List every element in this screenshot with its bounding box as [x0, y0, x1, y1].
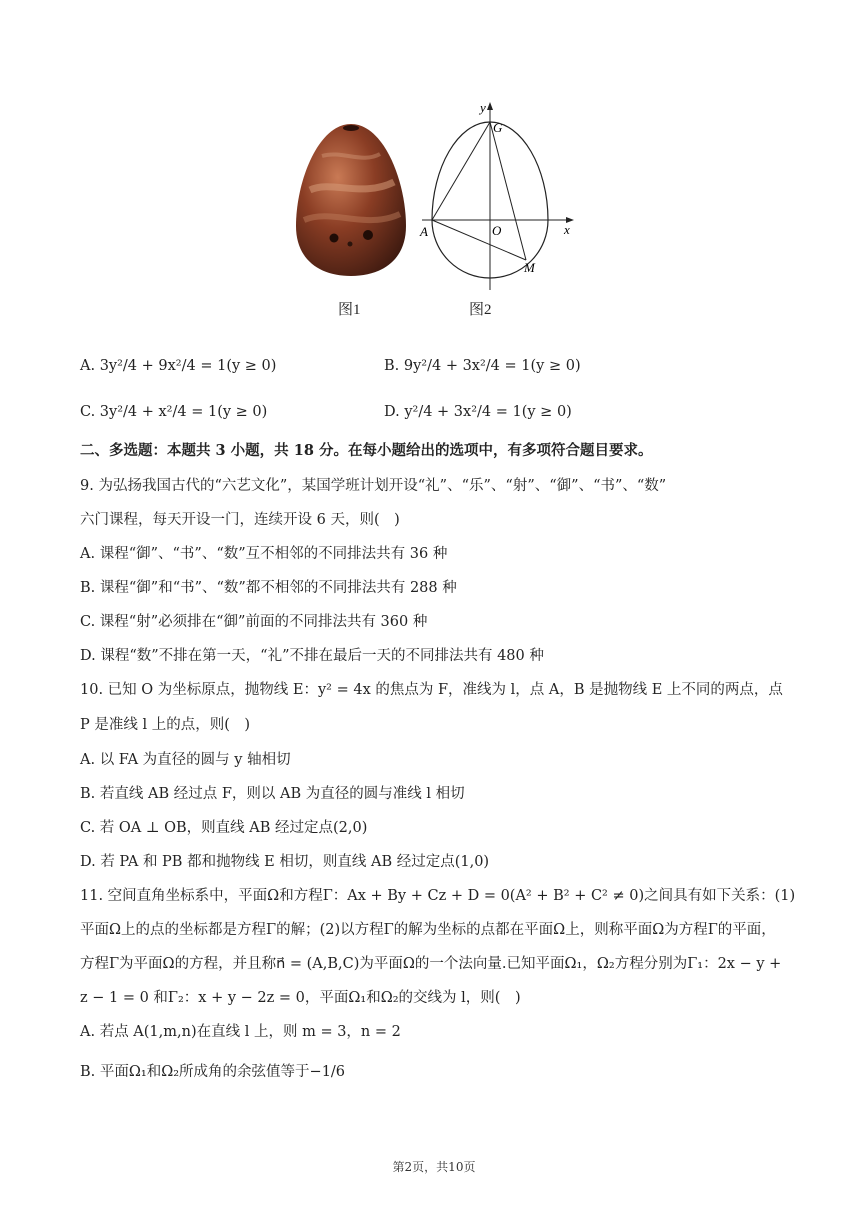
q11-option-a: A. 若点 A(1,m,n)在直线 l 上，则 m = 3，n = 2 [80, 1024, 401, 1040]
q8-option-d: D. y²/4 + 3x²/4 = 1(y ≥ 0) [384, 404, 572, 420]
q11-stem-line4: z − 1 = 0 和Γ₂：x + y − 2z = 0，平面Ω₁和Ω₂的交线为 l，则( ) [80, 990, 521, 1006]
figure2-caption: 图2 [469, 302, 492, 318]
q10-option-b: B. 若直线 AB 经过点 F，则以 AB 为直径的圆与准线 l 相切 [80, 786, 465, 802]
q9-option-d: D. 课程“数”不排在第一天，“礼”不排在最后一天的不同排法共有 480 种 [80, 648, 544, 664]
q9-option-c: C. 课程“射”必须排在“御”前面的不同排法共有 360 种 [80, 614, 428, 630]
q8-options-row1 [80, 358, 800, 382]
q9-option-a: A. 课程“御”、“书”、“数”互不相邻的不同排法共有 36 种 [80, 546, 448, 562]
q11-option-b: B. 平面Ω₁和Ω₂所成角的余弦值等于−1/6 [80, 1064, 346, 1080]
q10-option-c: C. 若 OA ⊥ OB，则直线 AB 经过定点(2,0) [80, 820, 368, 836]
ocarina-illustration [292, 120, 410, 280]
q11-stem-line1: 11. 空间直角坐标系中，平面Ω和方程Γ：Ax + By + Cz + D = 0(A² + B² + C² ≠ 0)之间具有如下关系：(1) [80, 888, 796, 904]
q8-option-c: C. 3y²/4 + x²/4 = 1(y ≥ 0) [80, 404, 268, 420]
q10-stem-line2: P 是准线 l 上的点，则( ) [80, 717, 251, 733]
page-footer: 第2页，共10页 [392, 1160, 476, 1174]
q11-stem-line2: 平面Ω上的点的坐标都是方程Γ的解；(2)以方程Γ的解为坐标的点都在平面Ω上，则称平面Ω为方程Γ的平面， [80, 922, 776, 938]
q9-stem-line2: 六门课程，每天开设一门，连续开设 6 天，则( ) [80, 512, 400, 528]
label-A: A [420, 224, 428, 239]
label-M: M [524, 260, 535, 275]
q8-option-b: B. 9y²/4 + 3x²/4 = 1(y ≥ 0) [384, 358, 581, 374]
q8-options-row2 [80, 404, 800, 428]
q10-option-d: D. 若 PA 和 PB 都和抛物线 E 相切，则直线 AB 经过定点(1,0) [80, 854, 490, 870]
q11-stem-line3: 方程Γ为平面Ω的方程，并且称n⃗ = (A,B,C)为平面Ω的一个法向量.已知平面Ω₁，Ω₂方程分别为Γ₁：2x − y + [80, 956, 782, 972]
q10-stem-line1: 10. 已知 O 为坐标原点，抛物线 E：y² = 4x 的焦点为 F，准线为 l，点 A，B 是抛物线 E 上不同的两点，点 [80, 682, 783, 698]
label-x: x [564, 222, 570, 237]
q8-option-a: A. 3y²/4 + 9x²/4 = 1(y ≥ 0) [80, 358, 277, 374]
label-O: O [492, 223, 502, 238]
figure1-caption: 图1 [338, 302, 361, 318]
section-title: 二、多选题：本题共 3 小题，共 18 分。在每小题给出的选项中，有多项符合题目要求。 [80, 442, 653, 459]
q9-option-b: B. 课程“御”和“书”、“数”都不相邻的不同排法共有 288 种 [80, 580, 457, 596]
label-G: G [493, 120, 503, 135]
q9-stem-line1: 9. 为弘扬我国古代的“六艺文化”，某国学班计划开设“礼”、“乐”、“射”、“御”、“书”、“数” [80, 478, 667, 494]
coordinate-diagram [418, 98, 578, 298]
label-y: y [480, 100, 486, 115]
q10-option-a: A. 以 FA 为直径的圆与 y 轴相切 [80, 752, 291, 768]
figure-row [0, 98, 868, 328]
